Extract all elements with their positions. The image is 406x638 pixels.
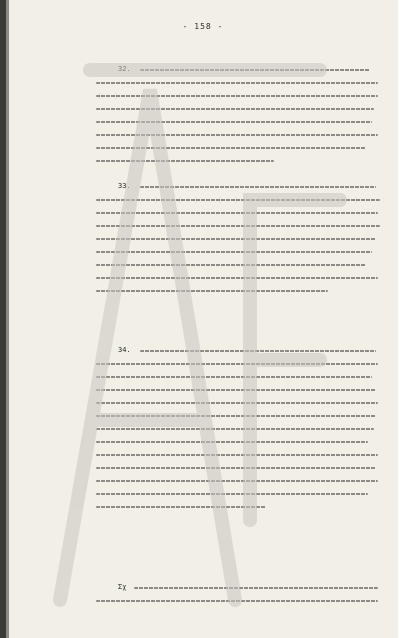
text-line (0, 64, 406, 77)
section-number: 33. (118, 182, 131, 190)
page-number: - 158 - (182, 22, 224, 31)
section-number: 34. (118, 346, 131, 354)
paragraph-next (0, 582, 406, 608)
paragraph-32 (0, 64, 406, 168)
paragraph-33 (0, 181, 406, 298)
paragraph-start: Σχ (118, 583, 127, 591)
paragraph-34 (0, 345, 406, 514)
section-number: 32. (118, 65, 131, 73)
